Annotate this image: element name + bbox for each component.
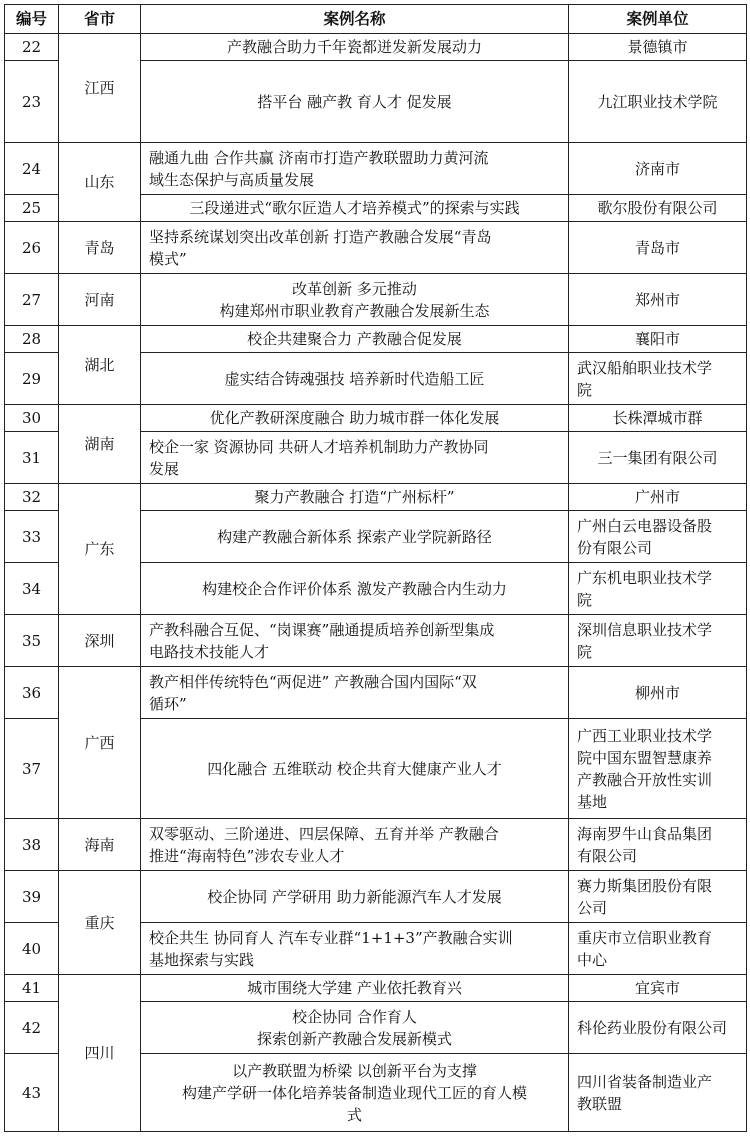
row-number: 32 — [5, 484, 59, 511]
table-row — [5, 484, 747, 511]
table-row — [5, 326, 747, 353]
row-number: 40 — [5, 923, 59, 975]
row-number: 34 — [5, 563, 59, 615]
row-case-unit: 武汉船舶职业技术学 院 — [569, 353, 747, 405]
row-case-unit: 九江职业技术学院 — [569, 61, 747, 143]
table-row — [5, 871, 747, 923]
row-number: 22 — [5, 34, 59, 61]
row-case-name: 改革创新 多元推动 构建郑州市职业教育产教融合发展新生态 — [141, 274, 569, 326]
row-province: 深圳 — [59, 615, 141, 667]
row-number: 33 — [5, 511, 59, 563]
row-case-unit: 三一集团有限公司 — [569, 432, 747, 484]
row-case-name: 构建产教融合新体系 探索产业学院新路径 — [141, 511, 569, 563]
row-case-unit: 济南市 — [569, 143, 747, 195]
row-case-name: 搭平台 融产教 育人才 促发展 — [141, 61, 569, 143]
table-row — [5, 667, 747, 719]
row-province: 广东 — [59, 484, 141, 615]
row-number: 41 — [5, 975, 59, 1002]
table-row — [5, 975, 747, 1002]
row-case-name: 构建校企合作评价体系 激发产教融合内生动力 — [141, 563, 569, 615]
row-case-unit: 广东机电职业技术学 院 — [569, 563, 747, 615]
header-province: 省市 — [59, 5, 141, 34]
row-case-unit: 长株潭城市群 — [569, 405, 747, 432]
row-case-unit: 赛力斯集团股份有限 公司 — [569, 871, 747, 923]
row-case-name: 虚实结合铸魂强技 培养新时代造船工匠 — [141, 353, 569, 405]
header-case-unit: 案例单位 — [569, 5, 747, 34]
row-case-name: 坚持系统谋划突出改革创新 打造产教融合发展“青岛 模式” — [141, 222, 569, 274]
table-row — [5, 819, 747, 871]
row-province: 海南 — [59, 819, 141, 871]
table-row — [5, 34, 747, 61]
row-number: 24 — [5, 143, 59, 195]
row-province: 广西 — [59, 667, 141, 819]
row-province: 湖南 — [59, 405, 141, 484]
row-number: 31 — [5, 432, 59, 484]
row-case-name: 教产相伴传统特色“两促进” 产教融合国内国际“双 循环” — [141, 667, 569, 719]
row-case-name: 校企共生 协同育人 汽车专业群“1+1+3”产教融合实训 基地探索与实践 — [141, 923, 569, 975]
row-case-name: 以产教联盟为桥梁 以创新平台为支撑 构建产学研一体化培养装备制造业现代工匠的育人模 式 — [141, 1054, 569, 1132]
row-province: 四川 — [59, 975, 141, 1132]
row-number: 39 — [5, 871, 59, 923]
row-case-unit: 襄阳市 — [569, 326, 747, 353]
row-number: 28 — [5, 326, 59, 353]
row-number: 25 — [5, 195, 59, 222]
row-number: 27 — [5, 274, 59, 326]
row-number: 26 — [5, 222, 59, 274]
row-case-name: 优化产教研深度融合 助力城市群一体化发展 — [141, 405, 569, 432]
row-number: 43 — [5, 1054, 59, 1132]
row-case-unit: 宜宾市 — [569, 975, 747, 1002]
row-province: 重庆 — [59, 871, 141, 975]
row-case-unit: 科伦药业股份有限公司 — [569, 1002, 747, 1054]
row-case-unit: 青岛市 — [569, 222, 747, 274]
row-case-name: 融通九曲 合作共赢 济南市打造产教联盟助力黄河流 域生态保护与高质量发展 — [141, 143, 569, 195]
row-case-name: 校企共建聚合力 产教融合促发展 — [141, 326, 569, 353]
row-number: 38 — [5, 819, 59, 871]
table-row — [5, 274, 747, 326]
row-case-unit: 广西工业职业技术学 院中国东盟智慧康养 产教融合开放性实训 基地 — [569, 719, 747, 819]
header-number: 编号 — [5, 5, 59, 34]
row-case-name: 产教融合助力千年瓷都迸发新发展动力 — [141, 34, 569, 61]
row-province: 河南 — [59, 274, 141, 326]
row-number: 37 — [5, 719, 59, 819]
row-case-name: 三段递进式“歌尔匠造人才培养模式”的探索与实践 — [141, 195, 569, 222]
table-row — [5, 615, 747, 667]
row-number: 36 — [5, 667, 59, 719]
row-case-name: 城市围绕大学建 产业依托教育兴 — [141, 975, 569, 1002]
table-row — [5, 222, 747, 274]
row-number: 42 — [5, 1002, 59, 1054]
row-case-name: 校企协同 产学研用 助力新能源汽车人才发展 — [141, 871, 569, 923]
table-row — [5, 143, 747, 195]
row-case-unit: 重庆市立信职业教育 中心 — [569, 923, 747, 975]
header-case-name: 案例名称 — [141, 5, 569, 34]
row-case-name: 聚力产教融合 打造“广州标杆” — [141, 484, 569, 511]
row-case-name: 双零驱动、三阶递进、四层保障、五育并举 产教融合 推进“海南特色”涉农专业人才 — [141, 819, 569, 871]
case-table — [4, 4, 747, 1132]
row-province: 江西 — [59, 34, 141, 143]
row-case-unit: 广州市 — [569, 484, 747, 511]
row-case-unit: 景德镇市 — [569, 34, 747, 61]
row-case-unit: 海南罗牛山食品集团 有限公司 — [569, 819, 747, 871]
row-case-name: 产教科融合互促、“岗课赛”融通提质培养创新型集成 电路技术技能人才 — [141, 615, 569, 667]
row-number: 30 — [5, 405, 59, 432]
row-case-name: 校企协同 合作育人 探索创新产教融合发展新模式 — [141, 1002, 569, 1054]
row-number: 23 — [5, 61, 59, 143]
row-number: 35 — [5, 615, 59, 667]
header-row — [5, 5, 747, 34]
row-case-name: 四化融合 五维联动 校企共育大健康产业人才 — [141, 719, 569, 819]
row-province: 湖北 — [59, 326, 141, 405]
row-case-unit: 四川省装备制造业产 教联盟 — [569, 1054, 747, 1132]
row-case-unit: 柳州市 — [569, 667, 747, 719]
row-number: 29 — [5, 353, 59, 405]
row-case-unit: 歌尔股份有限公司 — [569, 195, 747, 222]
row-case-name: 校企一家 资源协同 共研人才培养机制助力产教协同 发展 — [141, 432, 569, 484]
table-row — [5, 405, 747, 432]
row-case-unit: 郑州市 — [569, 274, 747, 326]
row-province: 山东 — [59, 143, 141, 222]
row-case-unit: 广州白云电器设备股 份有限公司 — [569, 511, 747, 563]
row-case-unit: 深圳信息职业技术学 院 — [569, 615, 747, 667]
row-province: 青岛 — [59, 222, 141, 274]
